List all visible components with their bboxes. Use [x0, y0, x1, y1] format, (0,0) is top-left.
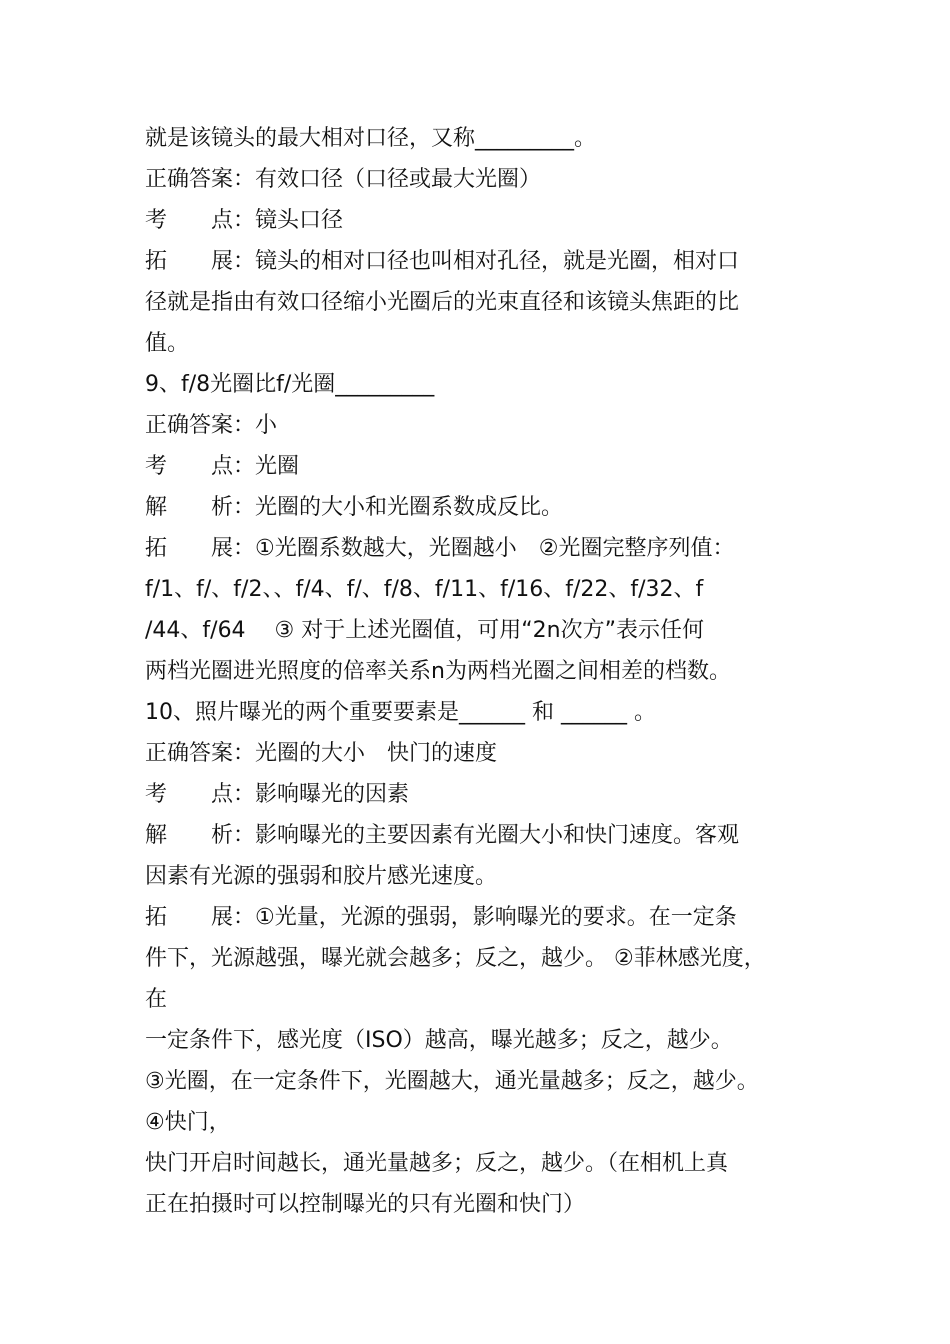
text-line: 快门开启时间越长，通光量越多；反之，越少。（在相机上真 [145, 1151, 729, 1176]
extension-line: 拓 展：①光圈系数越大，光圈越小 ②光圈完整序列值： [145, 536, 735, 561]
text-line: /44、f/64 ③ 对于上述光圈值，可用“2n次方”表示任何 [145, 618, 705, 643]
text-line: 件下，光源越强，曝光就会越多；反之，越少。 ②菲林感光度， [145, 946, 766, 971]
text-line: f/1、f/、f/2、、f/4、f/、f/8、f/11、f/16、f/22、f/32、f [145, 577, 704, 602]
analysis-line: 解 析：光圈的大小和光圈系数成反比。 [145, 495, 564, 520]
text-line: 在 [145, 987, 168, 1012]
extension-line: 拓 展：镜头的相对口径也叫相对孔径，就是光圈，相对口 [145, 249, 740, 274]
topic-line: 考 点：镜头口径 [145, 208, 344, 233]
text-line: 一定条件下，感光度（ISO）越高，曝光越多；反之，越少。 [145, 1028, 733, 1053]
text-line: 两档光圈进光照度的倍率关系n为两档光圈之间相差的档数。 [145, 659, 731, 684]
document-body [145, 118, 835, 1225]
topic-line: 考 点：影响曝光的因素 [145, 782, 410, 807]
question-10: 10、照片曝光的两个重要要素是______ 和 ______ 。 [145, 700, 656, 725]
text-line: 就是该镜头的最大相对口径，又称_________。 [145, 126, 597, 151]
answer-line: 正确答案：小 [145, 413, 278, 438]
analysis-line: 解 析：影响曝光的主要因素有光圈大小和快门速度。客观 [145, 823, 740, 848]
text-line: 值。 [145, 331, 190, 356]
text-line: ④快门， [145, 1110, 231, 1135]
text-line: 正在拍摄时可以控制曝光的只有光圈和快门） [145, 1192, 586, 1217]
extension-line: 拓 展：①光量，光源的强弱，影响曝光的要求。在一定条 [145, 905, 737, 930]
answer-line: 正确答案：有效口径（口径或最大光圈） [145, 167, 542, 192]
text-line: 径就是指由有效口径缩小光圈后的光束直径和该镜头焦距的比 [145, 290, 740, 315]
text-line: ③光圈，在一定条件下，光圈越大，通光量越多；反之，越少。 [145, 1069, 759, 1094]
text-line: 因素有光源的强弱和胶片感光速度。 [145, 864, 498, 889]
topic-line: 考 点：光圈 [145, 454, 300, 479]
answer-line: 正确答案：光圈的大小 快门的速度 [145, 741, 498, 766]
question-9: 9、f/8光圈比f/光圈_________ [145, 372, 435, 397]
